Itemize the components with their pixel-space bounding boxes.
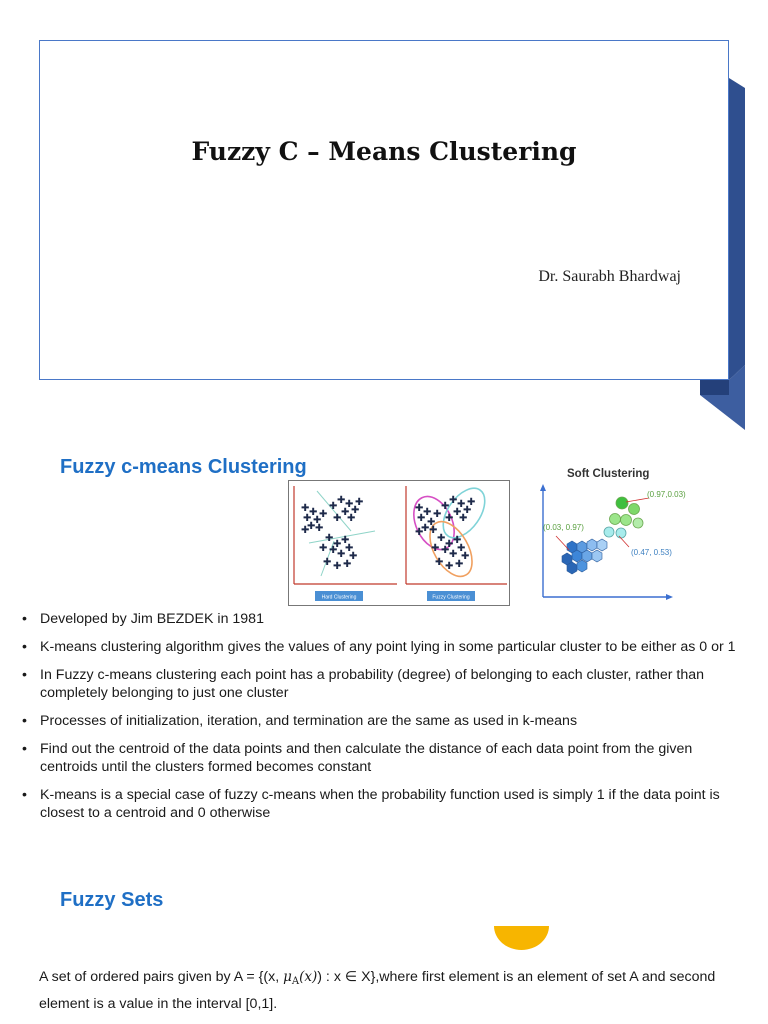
- svg-text:✚: ✚: [453, 535, 462, 546]
- svg-text:✚: ✚: [415, 527, 424, 538]
- author-name: Dr. Saurabh Bhardwaj: [538, 268, 681, 285]
- bullet-item: • Find out the centroid of the data points and then calculate the distance of each data point from the given centroids until the clusters formed becomes constant: [22, 740, 742, 776]
- svg-text:✚: ✚: [467, 497, 476, 508]
- fuzzy-clustering-caption: Fuzzy Clustering: [432, 594, 470, 601]
- svg-text:✚: ✚: [333, 561, 342, 572]
- svg-text:✚: ✚: [345, 499, 354, 510]
- svg-text:✚: ✚: [333, 539, 342, 550]
- svg-text:✚: ✚: [427, 517, 436, 528]
- bullet-item: • In Fuzzy c-means clustering each point has a probability (degree) of belonging to each cluster, rather than completely belonging to just one cluster: [22, 666, 742, 702]
- fuzzy-set-definition: [39, 966, 749, 1016]
- svg-text:✚: ✚: [349, 551, 358, 562]
- svg-text:✚: ✚: [445, 539, 454, 550]
- svg-text:✚: ✚: [429, 525, 438, 536]
- slide-title: Fuzzy C – Means Clustering: [191, 137, 577, 166]
- svg-text:✚: ✚: [457, 543, 466, 554]
- soft-label-right: (0.47, 0.53): [631, 548, 672, 557]
- svg-text:✚: ✚: [345, 543, 354, 554]
- svg-text:✚: ✚: [437, 533, 446, 544]
- bullet-item: • Developed by Jim BEZDEK in 1981: [22, 610, 742, 628]
- svg-text:✚: ✚: [423, 507, 432, 518]
- svg-text:✚: ✚: [417, 513, 426, 524]
- svg-text:✚: ✚: [337, 549, 346, 560]
- svg-text:✚: ✚: [441, 545, 450, 556]
- title-ribbon-decoration: [700, 78, 746, 430]
- svg-text:✚: ✚: [431, 543, 440, 554]
- svg-text:✚: ✚: [303, 513, 312, 524]
- yellow-semicircle-decoration: [494, 926, 549, 950]
- svg-text:✚: ✚: [301, 503, 310, 514]
- bullet-item: • Processes of initialization, iteration, and termination are the same as used in k-means: [22, 712, 742, 730]
- hard-clustering-caption: Hard Clustering: [321, 594, 357, 601]
- definition-set-condition: ) : x ∈ X}: [317, 969, 376, 985]
- svg-text:✚: ✚: [319, 509, 328, 520]
- soft-label-top: (0.97,0.03): [647, 490, 686, 499]
- section-heading-fuzzy-sets: Fuzzy Sets: [60, 889, 164, 911]
- svg-text:✚: ✚: [355, 497, 364, 508]
- section-heading-fcm: Fuzzy c-means Clustering: [60, 456, 307, 478]
- svg-text:✚: ✚: [445, 561, 454, 572]
- definition-prefix: A set of ordered pairs given by A = {(x,: [39, 969, 284, 985]
- svg-text:✚: ✚: [421, 523, 430, 534]
- svg-text:✚: ✚: [309, 507, 318, 518]
- soft-clustering-figure: [537, 460, 707, 602]
- svg-text:✚: ✚: [449, 549, 458, 560]
- svg-text:✚: ✚: [341, 535, 350, 546]
- svg-text:✚: ✚: [329, 501, 338, 512]
- svg-text:✚: ✚: [461, 551, 470, 562]
- svg-text:✚: ✚: [441, 501, 450, 512]
- svg-text:✚: ✚: [325, 533, 334, 544]
- fcm-bullet-list: [22, 610, 742, 832]
- svg-text:✚: ✚: [333, 513, 342, 524]
- svg-text:✚: ✚: [459, 513, 468, 524]
- svg-text:✚: ✚: [343, 559, 352, 570]
- svg-text:✚: ✚: [455, 559, 464, 570]
- svg-text:✚: ✚: [319, 543, 328, 554]
- svg-text:✚: ✚: [315, 523, 324, 534]
- svg-text:✚: ✚: [323, 557, 332, 568]
- soft-clustering-title: Soft Clustering: [567, 468, 650, 480]
- svg-text:✚: ✚: [341, 507, 350, 518]
- svg-text:✚: ✚: [313, 515, 322, 526]
- bullet-item: • K-means is a special case of fuzzy c-means when the probability function used is simply 1 if the data point is closest to a centroid and 0 otherwise: [22, 786, 742, 822]
- soft-clustering-illustration: [537, 460, 707, 602]
- svg-text:✚: ✚: [449, 495, 458, 506]
- svg-text:✚: ✚: [463, 505, 472, 516]
- definition-suffix: ,where first element is an element of set A and second element is a value in the interval [0,1].: [39, 969, 716, 1012]
- svg-text:✚: ✚: [307, 521, 316, 532]
- mu-symbol: μ: [283, 969, 292, 985]
- svg-text:✚: ✚: [457, 499, 466, 510]
- mu-subscript: A: [291, 976, 300, 987]
- soft-label-left: (0.03, 0.97): [543, 523, 584, 532]
- bullet-item: • K-means clustering algorithm gives the values of any point lying in some particular cluster to be either as 0 or 1: [22, 638, 742, 656]
- svg-text:✚: ✚: [337, 495, 346, 506]
- svg-text:✚: ✚: [351, 505, 360, 516]
- svg-text:✚: ✚: [435, 557, 444, 568]
- svg-text:✚: ✚: [415, 503, 424, 514]
- svg-text:✚: ✚: [433, 509, 442, 520]
- svg-text:✚: ✚: [301, 525, 310, 536]
- svg-text:✚: ✚: [445, 513, 454, 524]
- svg-text:✚: ✚: [329, 545, 338, 556]
- title-slide: [39, 40, 729, 380]
- svg-text:✚: ✚: [453, 507, 462, 518]
- clustering-comparison-illustration: [289, 481, 509, 605]
- svg-text:✚: ✚: [347, 513, 356, 524]
- mu-argument: (x): [299, 969, 318, 985]
- hard-vs-fuzzy-clustering-figure: [288, 480, 510, 606]
